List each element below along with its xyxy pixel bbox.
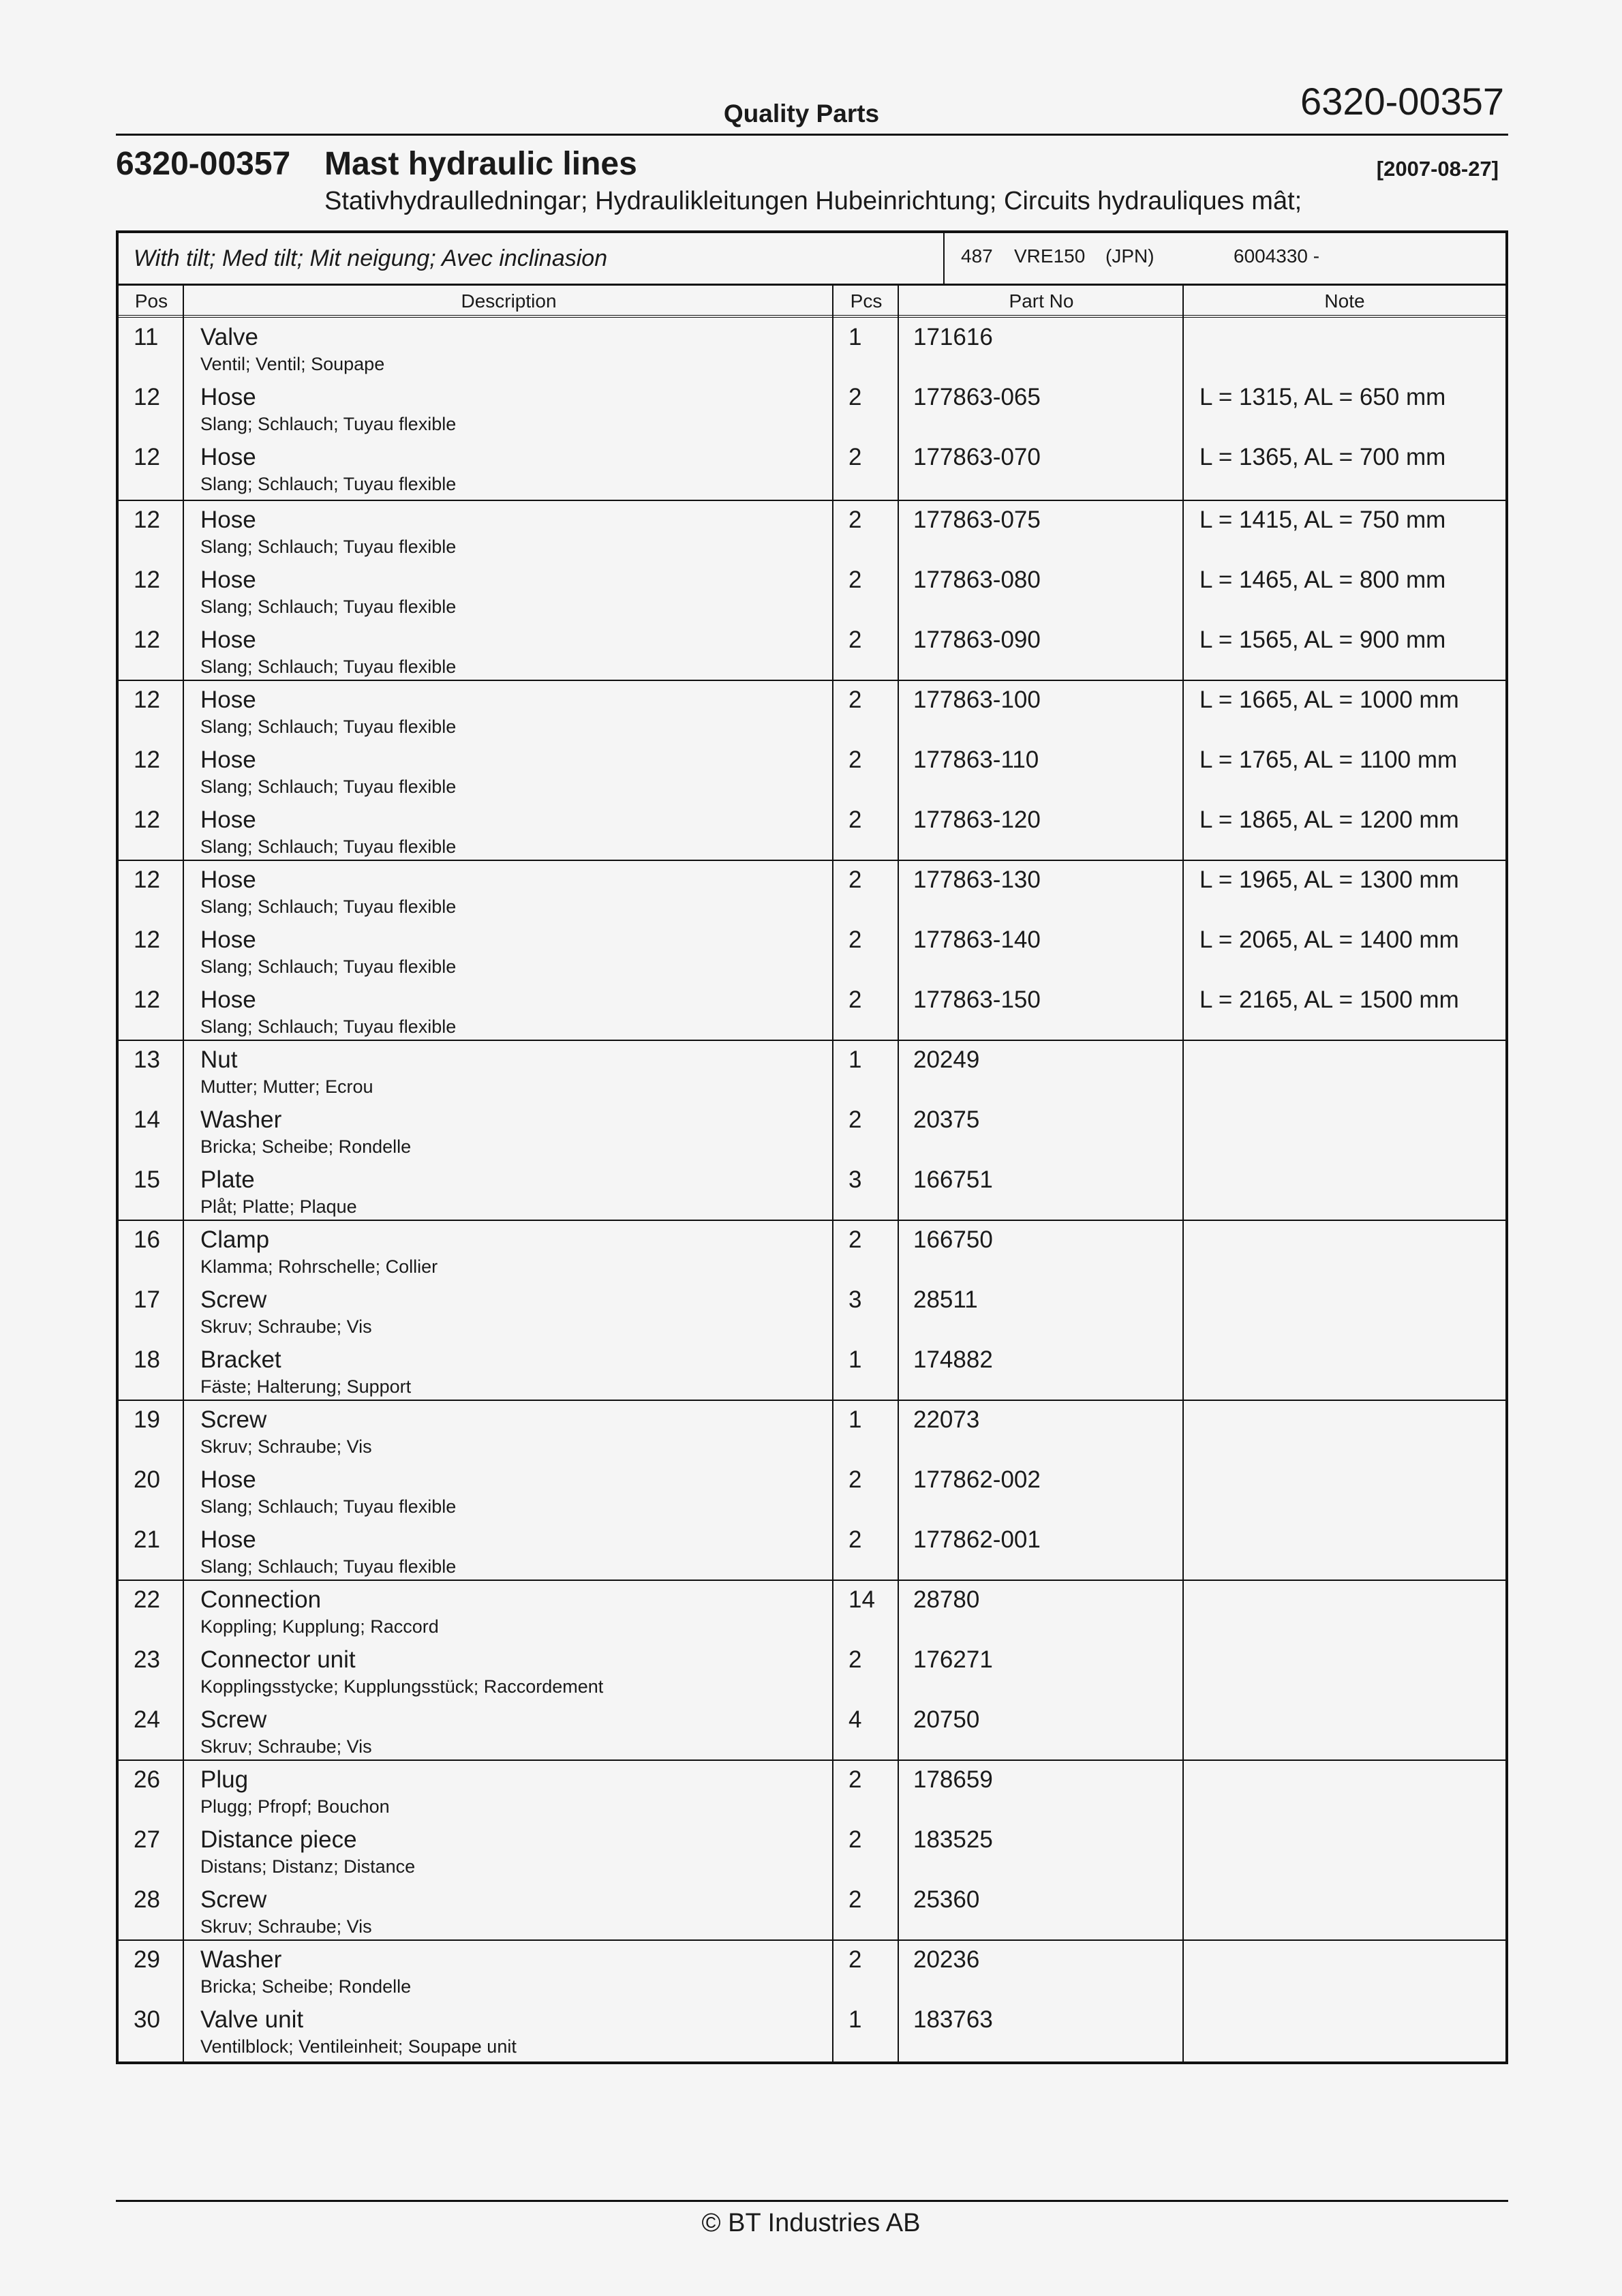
cell-pos: 18 xyxy=(134,1346,160,1373)
cell-pos: 22 xyxy=(134,1586,160,1613)
table-row xyxy=(119,318,1505,378)
variant-code-3: (JPN) xyxy=(1105,245,1154,267)
cell-note: L = 1665, AL = 1000 mm xyxy=(1199,686,1459,713)
column-header-description: Description xyxy=(461,290,557,312)
cell-pcs: 1 xyxy=(848,324,862,350)
cell-description-translations: Ventil; Ventil; Soupape xyxy=(200,354,385,374)
cell-pcs: 2 xyxy=(848,1946,862,1973)
variant-code-4: 6004330 - xyxy=(1234,245,1320,267)
cell-part-no: 20375 xyxy=(913,1106,980,1133)
cell-part-no: 25360 xyxy=(913,1886,980,1913)
cell-description: Connector unit xyxy=(200,1646,356,1673)
cell-part-no: 183525 xyxy=(913,1826,993,1853)
cell-pos: 16 xyxy=(134,1226,160,1253)
title-date: [2007-08-27] xyxy=(1376,157,1499,181)
cell-pcs: 2 xyxy=(848,1646,862,1673)
cell-description-translations: Slang; Schlauch; Tuyau flexible xyxy=(200,537,457,557)
table-row xyxy=(119,621,1505,681)
cell-description: Clamp xyxy=(200,1226,270,1253)
cell-description-translations: Skruv; Schraube; Vis xyxy=(200,1436,372,1457)
cell-description: Hose xyxy=(200,567,256,593)
cell-description-translations: Fäste; Halterung; Support xyxy=(200,1376,412,1397)
cell-pos: 27 xyxy=(134,1826,160,1853)
cell-pcs: 2 xyxy=(848,1766,862,1793)
cell-pcs: 1 xyxy=(848,2006,862,2033)
cell-pcs: 1 xyxy=(848,1346,862,1373)
table-row xyxy=(119,741,1505,801)
table-row xyxy=(119,561,1505,621)
cell-description-translations: Slang; Schlauch; Tuyau flexible xyxy=(200,776,457,797)
cell-part-no: 177863-120 xyxy=(913,806,1041,833)
cell-part-no: 28511 xyxy=(913,1286,978,1313)
row-group xyxy=(119,500,1505,681)
cell-description: Plug xyxy=(200,1766,249,1793)
header-doc-number: 6320-00357 xyxy=(1300,80,1504,123)
table-row xyxy=(119,1881,1505,1941)
cell-pcs: 2 xyxy=(848,444,862,470)
row-group xyxy=(119,1580,1505,1761)
cell-part-no: 171616 xyxy=(913,324,993,350)
cell-note: L = 1365, AL = 700 mm xyxy=(1199,444,1446,470)
cell-pos: 30 xyxy=(134,2006,160,2033)
column-header-pcs: Pcs xyxy=(850,290,883,312)
footer-copyright: © BT Industries AB xyxy=(701,2209,921,2237)
cell-description-translations: Slang; Schlauch; Tuyau flexible xyxy=(200,896,457,917)
cell-description: Hose xyxy=(200,806,256,833)
cell-pos: 15 xyxy=(134,1166,160,1193)
table-row xyxy=(119,1701,1505,1761)
parts-table xyxy=(116,230,1508,2064)
footer-rule xyxy=(116,2200,1508,2202)
cell-pos: 12 xyxy=(134,384,160,410)
cell-part-no: 177863-080 xyxy=(913,567,1041,593)
cell-part-no: 177863-090 xyxy=(913,626,1041,653)
cell-pcs: 2 xyxy=(848,926,862,953)
cell-pcs: 3 xyxy=(848,1286,862,1313)
cell-pos: 20 xyxy=(134,1466,160,1493)
cell-description: Hose xyxy=(200,507,256,533)
cell-description-translations: Skruv; Schraube; Vis xyxy=(200,1736,372,1757)
table-row xyxy=(119,1941,1505,2001)
cell-pos: 17 xyxy=(134,1286,160,1313)
cell-pos: 19 xyxy=(134,1406,160,1433)
cell-description-translations: Skruv; Schraube; Vis xyxy=(200,1916,372,1937)
cell-description-translations: Slang; Schlauch; Tuyau flexible xyxy=(200,956,457,977)
variant-divider xyxy=(943,233,945,284)
cell-pcs: 2 xyxy=(848,1466,862,1493)
cell-description: Hose xyxy=(200,384,256,410)
cell-description-translations: Slang; Schlauch; Tuyau flexible xyxy=(200,474,457,494)
cell-note: L = 1415, AL = 750 mm xyxy=(1199,507,1446,533)
cell-description: Hose xyxy=(200,1466,256,1493)
cell-description: Washer xyxy=(200,1106,282,1133)
cell-pos: 12 xyxy=(134,567,160,593)
table-row xyxy=(119,861,1505,921)
header-rule xyxy=(116,134,1508,136)
cell-pos: 12 xyxy=(134,866,160,893)
row-group xyxy=(119,1220,1505,1401)
page-title: Mast hydraulic lines xyxy=(324,146,637,182)
cell-note: L = 1465, AL = 800 mm xyxy=(1199,567,1446,593)
cell-part-no: 166751 xyxy=(913,1166,993,1193)
cell-description: Hose xyxy=(200,746,256,773)
cell-description: Screw xyxy=(200,1406,267,1433)
cell-description-translations: Mutter; Mutter; Ecrou xyxy=(200,1076,373,1097)
cell-pcs: 4 xyxy=(848,1706,862,1733)
cell-part-no: 20236 xyxy=(913,1946,980,1973)
cell-description-translations: Distans; Distanz; Distance xyxy=(200,1856,416,1877)
variant-code-1: 487 xyxy=(961,245,993,267)
table-row xyxy=(119,1821,1505,1881)
cell-pos: 26 xyxy=(134,1766,160,1793)
cell-part-no: 176271 xyxy=(913,1646,993,1673)
cell-pos: 12 xyxy=(134,986,160,1013)
table-row xyxy=(119,981,1505,1041)
cell-part-no: 177863-140 xyxy=(913,926,1041,953)
table-row xyxy=(119,1041,1505,1101)
cell-pcs: 1 xyxy=(848,1406,862,1433)
cell-description: Hose xyxy=(200,626,256,653)
cell-pcs: 2 xyxy=(848,384,862,410)
row-group xyxy=(119,318,1505,498)
cell-description: Hose xyxy=(200,866,256,893)
cell-description-translations: Slang; Schlauch; Tuyau flexible xyxy=(200,656,457,677)
cell-description-translations: Plåt; Platte; Plaque xyxy=(200,1196,357,1217)
cell-pcs: 1 xyxy=(848,1046,862,1073)
table-row xyxy=(119,1761,1505,1821)
cell-description: Nut xyxy=(200,1046,238,1073)
cell-part-no: 183763 xyxy=(913,2006,993,2033)
cell-pcs: 3 xyxy=(848,1166,862,1193)
row-group xyxy=(119,1040,1505,1221)
cell-pcs: 2 xyxy=(848,626,862,653)
cell-description: Hose xyxy=(200,926,256,953)
cell-pos: 24 xyxy=(134,1706,160,1733)
cell-part-no: 177863-100 xyxy=(913,686,1041,713)
cell-description-translations: Slang; Schlauch; Tuyau flexible xyxy=(200,1016,457,1037)
cell-description-translations: Ventilblock; Ventileinheit; Soupape unit xyxy=(200,2036,517,2057)
column-header-row xyxy=(119,284,1505,318)
row-group xyxy=(119,1400,1505,1581)
cell-pos: 13 xyxy=(134,1046,160,1073)
cell-pos: 12 xyxy=(134,444,160,470)
cell-note: L = 2165, AL = 1500 mm xyxy=(1199,986,1459,1013)
cell-description: Valve xyxy=(200,324,258,350)
table-row xyxy=(119,1281,1505,1341)
cell-note: L = 1965, AL = 1300 mm xyxy=(1199,866,1459,893)
cell-part-no: 166750 xyxy=(913,1226,993,1253)
cell-description: Hose xyxy=(200,1526,256,1553)
cell-part-no: 177863-130 xyxy=(913,866,1041,893)
cell-part-no: 177863-110 xyxy=(913,746,1039,773)
cell-description-translations: Kopplingsstycke; Kupplungsstück; Raccordement xyxy=(200,1676,604,1697)
cell-description: Hose xyxy=(200,686,256,713)
row-group xyxy=(119,1759,1505,1941)
column-header-part-no: Part No xyxy=(1009,290,1074,312)
table-row xyxy=(119,1101,1505,1161)
variant-code-2: VRE150 xyxy=(1014,245,1086,267)
row-group xyxy=(119,860,1505,1041)
table-row xyxy=(119,1581,1505,1641)
cell-description: Screw xyxy=(200,1886,267,1913)
table-row xyxy=(119,378,1505,438)
cell-part-no: 177862-002 xyxy=(913,1466,1041,1493)
cell-part-no: 174882 xyxy=(913,1346,993,1373)
cell-pcs: 2 xyxy=(848,1226,862,1253)
cell-pos: 12 xyxy=(134,626,160,653)
cell-pos: 12 xyxy=(134,746,160,773)
cell-note: L = 1315, AL = 650 mm xyxy=(1199,384,1446,410)
cell-description: Hose xyxy=(200,444,256,470)
cell-description-translations: Slang; Schlauch; Tuyau flexible xyxy=(200,836,457,857)
cell-description-translations: Klamma; Rohrschelle; Collier xyxy=(200,1256,438,1277)
cell-description: Bracket xyxy=(200,1346,281,1373)
table-row xyxy=(119,1521,1505,1581)
table-row xyxy=(119,1221,1505,1281)
cell-pcs: 2 xyxy=(848,806,862,833)
cell-pcs: 2 xyxy=(848,686,862,713)
cell-part-no: 177863-065 xyxy=(913,384,1041,410)
cell-pcs: 2 xyxy=(848,1526,862,1553)
table-row xyxy=(119,1341,1505,1401)
cell-pos: 21 xyxy=(134,1526,160,1553)
cell-pcs: 2 xyxy=(848,567,862,593)
page-subtitle: Stativhydraulledningar; Hydraulikleitungen Hubeinrichtung; Circuits hydrauliques mât; xyxy=(324,187,1302,215)
table-row xyxy=(119,681,1505,741)
cell-description-translations: Koppling; Kupplung; Raccord xyxy=(200,1616,439,1637)
column-header-pos: Pos xyxy=(134,290,168,312)
table-row xyxy=(119,1641,1505,1701)
cell-part-no: 22073 xyxy=(913,1406,980,1433)
cell-pos: 12 xyxy=(134,686,160,713)
title-doc-number: 6320-00357 xyxy=(116,146,291,182)
cell-description-translations: Bricka; Scheibe; Rondelle xyxy=(200,1976,412,1997)
cell-pcs: 2 xyxy=(848,507,862,533)
cell-description-translations: Slang; Schlauch; Tuyau flexible xyxy=(200,1556,457,1577)
cell-description: Washer xyxy=(200,1946,282,1973)
cell-pos: 12 xyxy=(134,926,160,953)
cell-pos: 11 xyxy=(134,324,159,350)
column-header-note: Note xyxy=(1324,290,1365,312)
header-center-title: Quality Parts xyxy=(723,100,880,127)
cell-pcs: 14 xyxy=(848,1586,875,1613)
cell-note: L = 2065, AL = 1400 mm xyxy=(1199,926,1459,953)
row-group xyxy=(119,1939,1505,2061)
cell-pcs: 2 xyxy=(848,1106,862,1133)
cell-description: Plate xyxy=(200,1166,255,1193)
table-row xyxy=(119,1401,1505,1461)
cell-description: Screw xyxy=(200,1286,267,1313)
cell-pcs: 2 xyxy=(848,1826,862,1853)
cell-pcs: 2 xyxy=(848,1886,862,1913)
cell-pcs: 2 xyxy=(848,746,862,773)
cell-description-translations: Plugg; Pfropf; Bouchon xyxy=(200,1796,390,1817)
table-row xyxy=(119,438,1505,498)
cell-description: Valve unit xyxy=(200,2006,304,2033)
table-row xyxy=(119,501,1505,561)
cell-description-translations: Slang; Schlauch; Tuyau flexible xyxy=(200,716,457,737)
cell-description: Connection xyxy=(200,1586,322,1613)
cell-pcs: 2 xyxy=(848,866,862,893)
cell-pos: 23 xyxy=(134,1646,160,1673)
cell-description-translations: Slang; Schlauch; Tuyau flexible xyxy=(200,414,457,434)
cell-pcs: 2 xyxy=(848,986,862,1013)
cell-part-no: 28780 xyxy=(913,1586,980,1613)
cell-pos: 28 xyxy=(134,1886,160,1913)
table-row xyxy=(119,1161,1505,1221)
cell-pos: 14 xyxy=(134,1106,160,1133)
table-row xyxy=(119,921,1505,981)
cell-part-no: 20249 xyxy=(913,1046,980,1073)
cell-part-no: 20750 xyxy=(913,1706,980,1733)
cell-part-no: 177862-001 xyxy=(913,1526,1041,1553)
cell-note: L = 1765, AL = 1100 mm xyxy=(1199,746,1458,773)
cell-description: Distance piece xyxy=(200,1826,357,1853)
cell-part-no: 177863-150 xyxy=(913,986,1041,1013)
cell-pos: 29 xyxy=(134,1946,160,1973)
cell-part-no: 177863-070 xyxy=(913,444,1041,470)
cell-description-translations: Slang; Schlauch; Tuyau flexible xyxy=(200,596,457,617)
cell-description: Hose xyxy=(200,986,256,1013)
cell-pos: 12 xyxy=(134,507,160,533)
table-row xyxy=(119,1461,1505,1521)
variant-text: With tilt; Med tilt; Mit neigung; Avec inclinasion xyxy=(134,245,608,271)
variant-bar xyxy=(119,233,1505,286)
cell-part-no: 177863-075 xyxy=(913,507,1041,533)
cell-part-no: 178659 xyxy=(913,1766,993,1793)
table-row xyxy=(119,2001,1505,2061)
cell-note: L = 1565, AL = 900 mm xyxy=(1199,626,1446,653)
table-row xyxy=(119,801,1505,861)
row-group xyxy=(119,680,1505,861)
cell-note: L = 1865, AL = 1200 mm xyxy=(1199,806,1459,833)
cell-description: Screw xyxy=(200,1706,267,1733)
cell-description-translations: Skruv; Schraube; Vis xyxy=(200,1316,372,1337)
cell-description-translations: Slang; Schlauch; Tuyau flexible xyxy=(200,1496,457,1517)
cell-pos: 12 xyxy=(134,806,160,833)
cell-description-translations: Bricka; Scheibe; Rondelle xyxy=(200,1136,412,1157)
